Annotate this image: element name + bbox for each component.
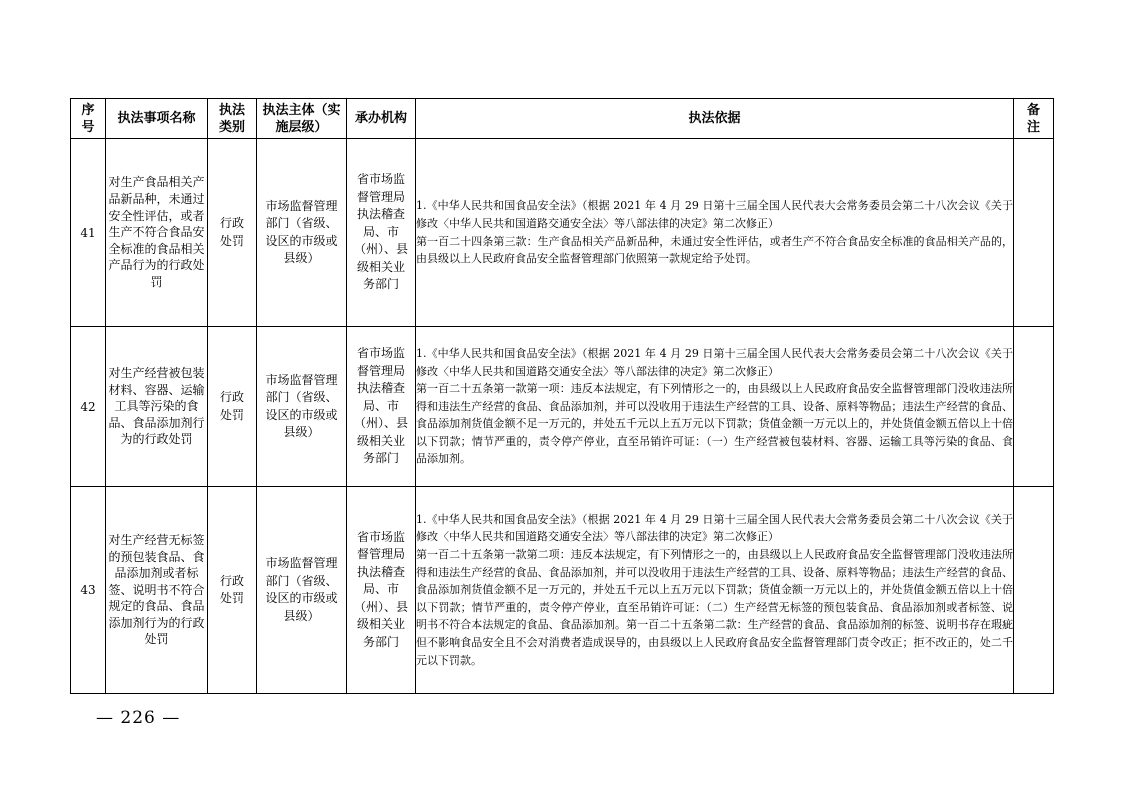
seq-cell: 42: [71, 327, 106, 487]
note-cell: [1014, 139, 1054, 327]
header-name: 执法事项名称: [106, 99, 208, 139]
seq-cell: 43: [71, 487, 106, 694]
category-cell: 行政处罚: [208, 327, 257, 487]
basis-paragraph: 1.《中华人民共和国食品安全法》（根据 2021 年 4 月 29 日第十三届全国人民代表大会常务委员会第二十八次会议《关于修改〈中华人民共和国道路交通安全法〉等八部法律的决定》第二次修正）: [416, 199, 1013, 230]
enforcement-table: [70, 98, 1054, 694]
subject-cell: 市场监督管理部门（省级、设区的市级或县级）: [257, 139, 347, 327]
basis-paragraph: 1.《中华人民共和国食品安全法》（根据 2021 年 4 月 29 日第十三届全国人民代表大会常务委员会第二十八次会议《关于修改〈中华人民共和国道路交通安全法〉等八部法律的决定》第二次修正）: [416, 346, 1013, 378]
subject-cell: 市场监督管理部门（省级、设区的市级或县级）: [257, 327, 347, 487]
header-agency: 承办机构: [347, 99, 416, 139]
subject-cell: 市场监督管理部门（省级、设区的市级或县级）: [257, 487, 347, 694]
category-cell: 行政处罚: [208, 139, 257, 327]
item-name-cell: 对生产经营被包装材料、容器、运输工具等污染的食品、食品添加剂行为的行政处罚: [106, 327, 208, 487]
basis-paragraph: 第一百二十五条第一款第一项：违反本法规定，有下列情形之一的，由县级以上人民政府食品安全监督管理部门没收违法所得和违法生产经营的食品、食品添加剂，并可以没收用于违法生产经营的工具、设备、原料等物品；违法生产经营的食品、食品添加剂货值金额不足一万元的，并处五千元以上五万元以下罚款；货值金额一万元以上的，并处货值金额五倍以上十倍以下罚款；情节严重的，责令停产停业，直至吊销许可证：（一）生产经营被包装材料、容器、运输工具等污染的食品、食品添加剂。: [416, 382, 1013, 466]
basis-cell: [416, 139, 1014, 327]
agency-cell: 省市场监督管理局执法稽查局、市（州）、县级相关业务部门: [347, 487, 416, 694]
page-number: — 226 —: [96, 708, 181, 728]
header-note: 备注: [1014, 99, 1054, 139]
basis-paragraph: 1.《中华人民共和国食品安全法》（根据 2021 年 4 月 29 日第十三届全国人民代表大会常务委员会第二十八次会议《关于修改〈中华人民共和国道路交通安全法〉等八部法律的决定》第二次修正）: [416, 512, 1013, 544]
header-basis: 执法依据: [416, 99, 1014, 139]
basis-cell: [416, 327, 1014, 487]
header-seq: 序号: [71, 99, 106, 139]
header-category: 执法类别: [208, 99, 257, 139]
header-row: [71, 99, 1054, 139]
item-name-cell: 对生产经营无标签的预包装食品、食品添加剂或者标签、说明书不符合规定的食品、食品添加剂行为的行政处罚: [106, 487, 208, 694]
item-name-cell: 对生产食品相关产品新品种，未通过安全性评估，或者生产不符合食品安全标准的食品相关产品行为的行政处罚: [106, 139, 208, 327]
basis-paragraph: 第一百二十四条第三款：生产食品相关产品新品种，未通过安全性评估，或者生产不符合食品安全标准的食品相关产品的，由县级以上人民政府食品安全监督管理部门依照第一款规定给予处罚。: [416, 234, 1013, 266]
table-row: [71, 327, 1054, 487]
note-cell: [1014, 327, 1054, 487]
table-row: [71, 139, 1054, 327]
table-row: [71, 487, 1054, 694]
agency-cell: 省市场监督管理局执法稽查局、市（州）、县级相关业务部门: [347, 327, 416, 487]
note-cell: [1014, 487, 1054, 694]
basis-paragraph: 第一百二十五条第一款第二项：违反本法规定，有下列情形之一的，由县级以上人民政府食品安全监督管理部门没收违法所得和违法生产经营的食品、食品添加剂，并可以没收用于违法生产经营的工具、设备、原料等物品；违法生产经营的食品、食品添加剂货值金额不足一万元的，并处五千元以上五万元以下罚款；货值金额一万元以上的，并处货值金额五倍以上十倍以下罚款；情节严重的，责令停产停业，直至吊销许可证：（二）生产经营无标签的预包装食品、食品添加剂或者标签、说明书不符合本法规定的食品、食品添加剂。第一百二十五条第二款：生产经营的食品、食品添加剂的标签、说明书存在瑕疵但不影响食品安全且不会对消费者造成误导的，由县级以上人民政府食品安全监督管理部门责令改正；拒不改正的，处二千元以下罚款。: [416, 548, 1013, 667]
agency-cell: 省市场监督管理局执法稽查局、市（州）、县级相关业务部门: [347, 139, 416, 327]
header-subject: 执法主体（实施层级）: [257, 99, 347, 139]
seq-cell: 41: [71, 139, 106, 327]
basis-cell: [416, 487, 1014, 694]
category-cell: 行政处罚: [208, 487, 257, 694]
